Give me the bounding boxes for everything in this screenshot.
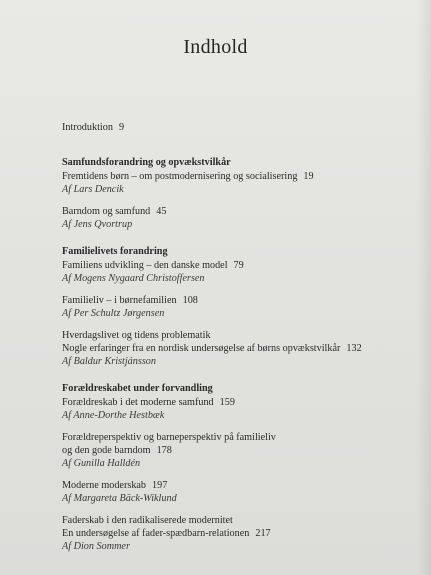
- entry-author: Af Anne-Dorthe Hestbæk: [62, 410, 165, 421]
- toc-section: [62, 156, 402, 231]
- toc-entry: [62, 205, 402, 231]
- toc-entry: [62, 170, 402, 196]
- toc-entry: [62, 396, 402, 422]
- entry-title-text: Forældreskab i det moderne samfund: [62, 397, 214, 408]
- entry-title-line: [62, 205, 402, 218]
- toc-entry: [62, 514, 402, 553]
- entry-page-number: 159: [219, 397, 235, 408]
- entry-title-text: Fremtidens børn – om postmodernisering og socialisering: [62, 171, 298, 182]
- entry-author: Af Dion Sommer: [62, 541, 130, 552]
- entry-page-number: 178: [156, 445, 172, 456]
- entry-page-number: 45: [156, 206, 167, 217]
- table-of-contents: [62, 121, 402, 567]
- toc-entry: [62, 259, 402, 285]
- entry-page-number: 197: [152, 480, 168, 491]
- toc-entry: [62, 294, 402, 320]
- entry-title-line: Hverdagslivet og tidens problematik: [62, 330, 211, 341]
- page-title: Indhold: [183, 36, 248, 58]
- toc-section: [62, 382, 402, 553]
- entry-title-line: [62, 259, 402, 272]
- entry-author: Af Margareta Bäck-Wiklund: [62, 493, 177, 504]
- intro-page: 9: [118, 122, 125, 133]
- entry-title-text: og den gode barndom: [62, 445, 151, 456]
- entry-title-line: [62, 527, 402, 540]
- toc-entry: [62, 479, 402, 505]
- toc-entry: [62, 329, 402, 368]
- entry-author: Af Lars Dencik: [62, 184, 124, 195]
- toc-entry: [62, 431, 402, 470]
- entry-title-text: Moderne moderskab: [62, 480, 147, 491]
- entry-title-line: [62, 479, 402, 492]
- entry-title-line: [62, 444, 402, 457]
- entry-author: Af Jens Qvortrup: [62, 219, 133, 230]
- entry-author: Af Mogens Nygaard Christoffersen: [62, 273, 205, 284]
- entry-page-number: 79: [233, 260, 244, 271]
- entry-title-text: Nogle erfaringer fra en nordisk undersøgelse af børns opvækstvilkår: [62, 343, 341, 354]
- entry-page-number: 108: [182, 295, 198, 306]
- entry-title-line: Faderskab i den radikaliserede modernitet: [62, 515, 233, 526]
- entry-title-text: En undersøgelse af fader-spædbarn-relationen: [62, 528, 250, 539]
- entry-title-text: Familiens udvikling – den danske model: [62, 260, 228, 271]
- intro-label: Introduktion: [62, 122, 113, 133]
- section-heading: Forældreskabet under forvandling: [62, 383, 213, 394]
- entry-page-number: 132: [346, 343, 362, 354]
- entry-title-line: [62, 170, 402, 183]
- entry-page-number: 19: [303, 171, 314, 182]
- entry-title-text: Familieliv – i børnefamilien: [62, 295, 177, 306]
- section-heading: Familielivets forandring: [62, 246, 168, 257]
- entry-title-line: [62, 396, 402, 409]
- entry-title-text: Barndom og samfund: [62, 206, 151, 217]
- section-heading: Samfundsforandring og opvækstvilkår: [62, 157, 231, 168]
- entry-page-number: 217: [255, 528, 271, 539]
- entry-title-line: Forældreperspektiv og barneperspektiv på familieliv: [62, 432, 276, 443]
- entry-title-line: [62, 294, 402, 307]
- toc-section: [62, 245, 402, 368]
- entry-author: Af Per Schultz Jørgensen: [62, 308, 165, 319]
- entry-title-line: [62, 342, 402, 355]
- entry-author: Af Gunilla Halldén: [62, 458, 141, 469]
- entry-author: Af Baldur Kristjánsson: [62, 356, 156, 367]
- toc-intro: [62, 121, 402, 134]
